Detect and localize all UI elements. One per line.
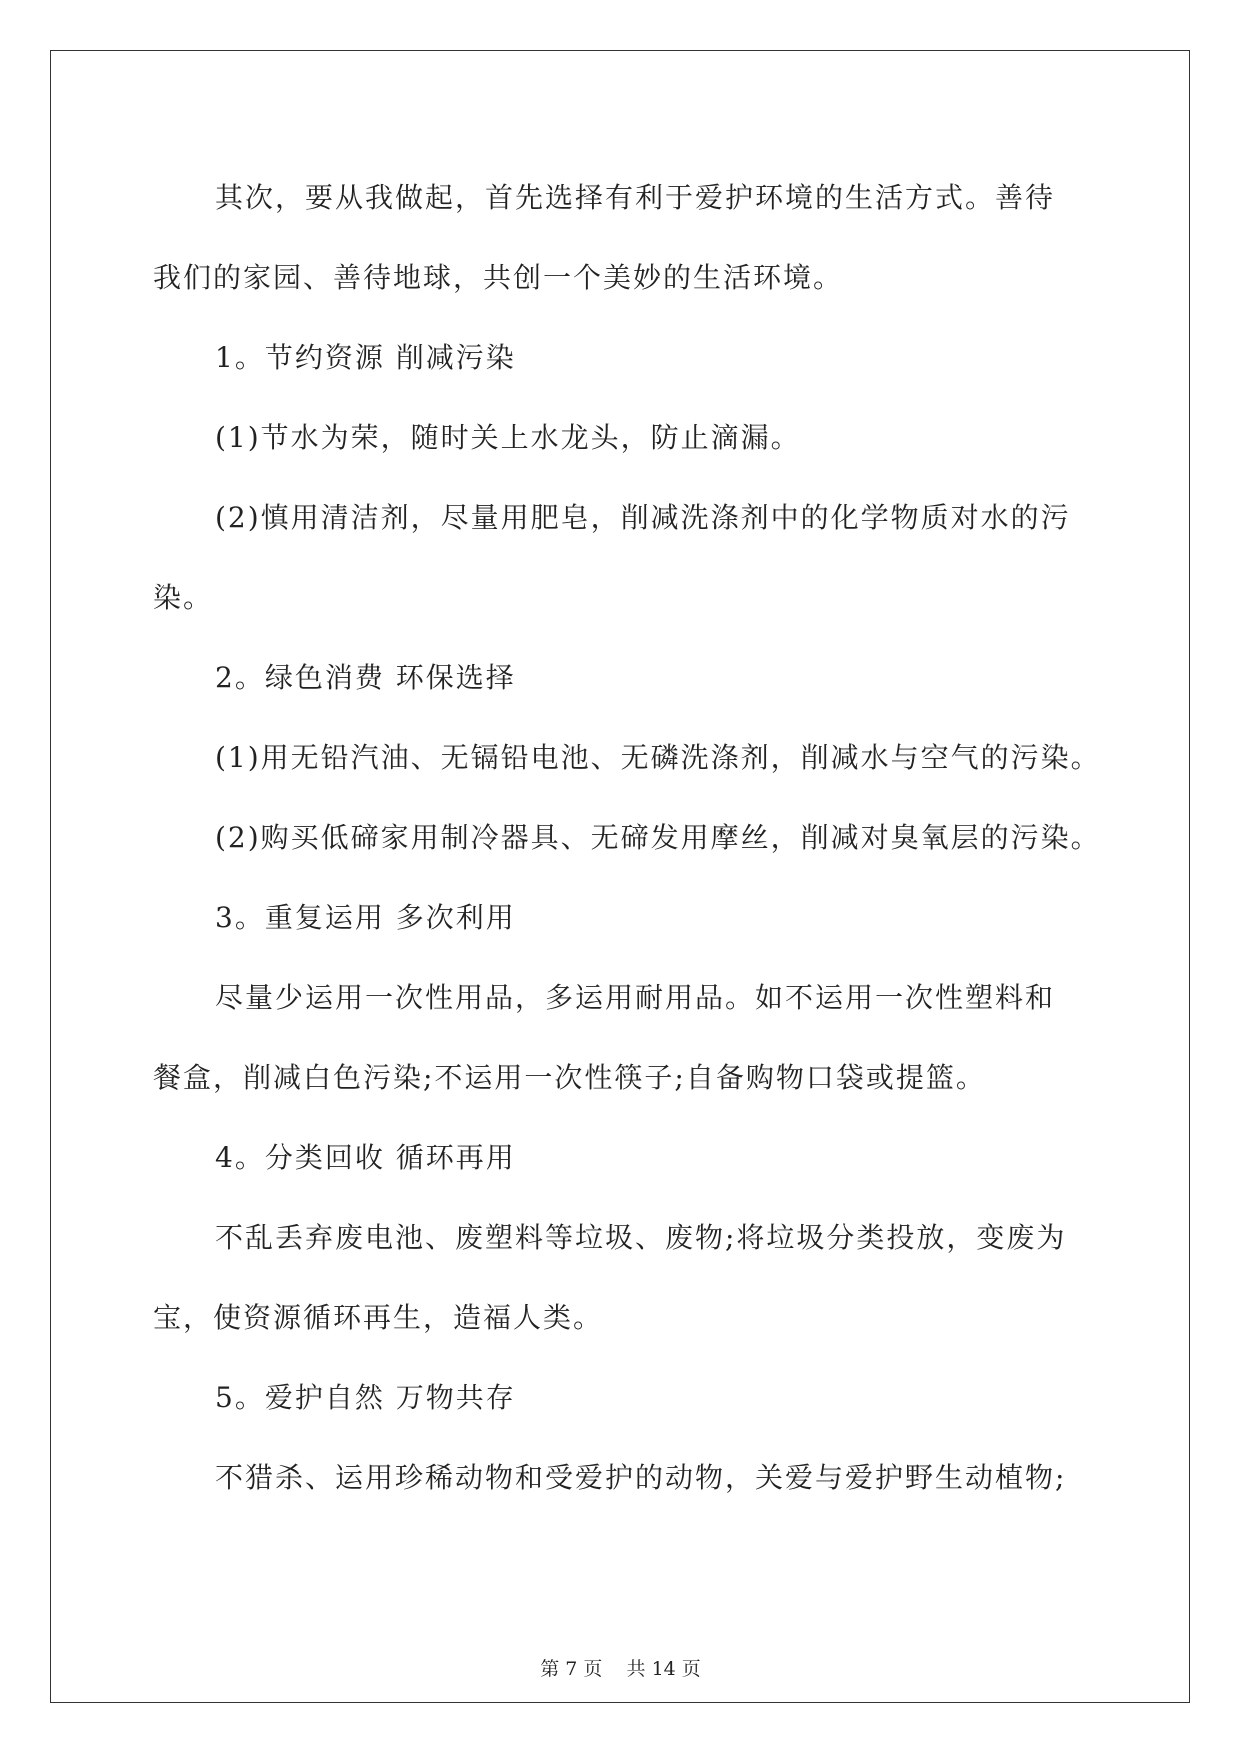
document-body — [153, 158, 1101, 1518]
text-line: 1。节约资源 削减污染 — [215, 341, 516, 374]
text-line: 5。爱护自然 万物共存 — [215, 1381, 516, 1414]
text-line: (2)购买低碲家用制冷器具、无碲发用摩丝，削减对臭氧层的污染。 — [215, 821, 1101, 854]
text-line: 宝，使资源循环再生，造福人类。 — [153, 1301, 604, 1334]
text-line: (1)节水为荣，随时关上水龙头，防止滴漏。 — [215, 421, 801, 454]
text-line: 尽量少运用一次性用品，多运用耐用品。如不运用一次性塑料和 — [215, 981, 1056, 1014]
text-line: (1)用无铅汽油、无镉铅电池、无磷洗涤剂，削减水与空气的污染。 — [215, 741, 1101, 774]
text-line: 染。 — [153, 581, 214, 614]
text-line: 2。绿色消费 环保选择 — [215, 661, 516, 694]
text-line: 餐盒，削减白色污染;不运用一次性筷子;自备购物口袋或提篮。 — [153, 1061, 986, 1094]
text-line: 4。分类回收 循环再用 — [215, 1141, 516, 1174]
text-line: 其次，要从我做起，首先选择有利于爱护环境的生活方式。善待 — [215, 181, 1056, 214]
page-number-footer: 第 7 页 共 14 页 — [540, 1658, 701, 1680]
text-line: (2)慎用清洁剂，尽量用肥皂，削减洗涤剂中的化学物质对水的污 — [215, 501, 1071, 534]
text-line: 我们的家园、善待地球，共创一个美妙的生活环境。 — [153, 261, 844, 294]
text-line: 3。重复运用 多次利用 — [215, 901, 516, 934]
text-line: 不乱丢弃废电池、废塑料等垃圾、废物;将垃圾分类投放，变废为 — [215, 1221, 1067, 1254]
text-line: 不猎杀、运用珍稀动物和受爱护的动物，关爱与爱护野生动植物; — [215, 1461, 1067, 1494]
